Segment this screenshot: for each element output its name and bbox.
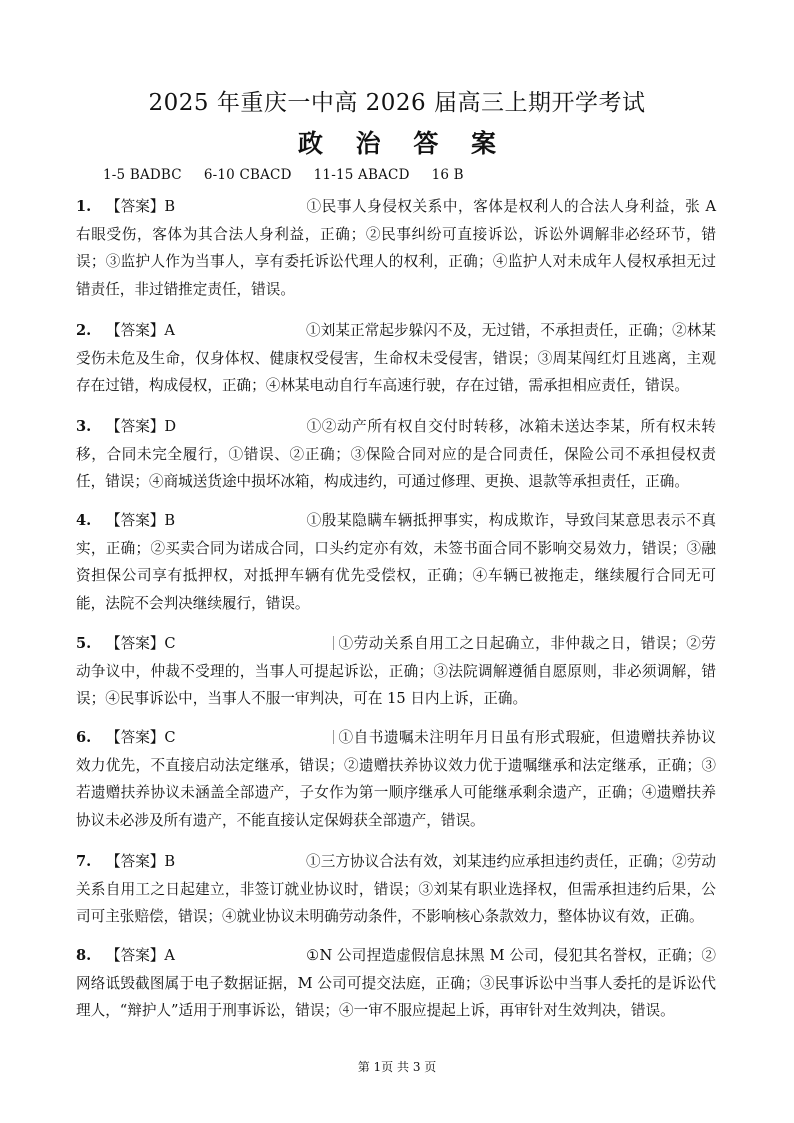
question-explanation: ①刘某正常起步躲闪不及，无过错，不承担责任，正确；②林某受伤未危及生命，仅身体权、健康权受侵害，生命权未受侵害，错误；③周某闯红灯且逃离，主观存在过错，构成侵权，正确；④林某电动自行车高速行驶，存在过错，需承担相应责任，错误。 — [76, 322, 716, 395]
summary-group: 1-5 BADBC — [103, 167, 182, 183]
page-title: 2025 年重庆一中高 2026 届高三上期开学考试 — [148, 90, 646, 116]
question-item — [76, 317, 716, 400]
question-answer: 【答案】D — [106, 418, 177, 435]
question-number: 4. — [76, 512, 92, 529]
question-answer: 【答案】A — [106, 322, 175, 339]
question-number: 5. — [76, 635, 92, 652]
question-item — [76, 507, 716, 617]
cursor-mark — [333, 636, 334, 650]
question-answer: 【答案】C — [106, 635, 176, 652]
question-explanation: ①殷某隐瞒车辆抵押事实，构成欺诈，导致闫某意思表示不真实，正确；②买卖合同为诺成合同，口头约定亦有效，未签书面合同不影响交易效力，错误；③融资担保公司享有抵押权，对抵押车辆有优先受偿权，正确；④车辆已被拖走，继续履行合同无可能，法院不会判决继续履行，错误。 — [76, 512, 716, 612]
question-explanation: ①N 公司捏造虚假信息抹黑 M 公司，侵犯其名誉权，正确；②网络诋毁截图属于电子数据证据，M 公司可提交法庭，正确；③民事诉讼中当事人委托的是诉讼代理人，“辩护人”适用于刑事诉讼，错误；④一审不服应提起上诉，再审针对生效判决，错误。 — [76, 947, 716, 1020]
question-item — [76, 848, 716, 931]
question-item — [76, 630, 716, 713]
question-number: 6. — [76, 729, 92, 746]
page-footer: 第 1页 共 3 页 — [357, 1060, 437, 1074]
question-number: 1. — [76, 198, 92, 215]
answer-summary — [103, 167, 486, 183]
question-answer: 【答案】C — [106, 729, 176, 746]
question-answer: 【答案】B — [106, 512, 176, 529]
question-explanation: ①②动产所有权自交付时转移，冰箱未送达李某，所有权未转移，合同未完全履行，①错误、②正确；③保险合同对应的是合同责任，保险公司不承担侵权责任，错误；④商城送货途中损坏冰箱，构成违约，可通过修理、更换、退款等承担责任，正确。 — [76, 418, 716, 491]
question-explanation: ①劳动关系自用工之日起确立，非仲裁之日，错误；②劳动争议中，仲裁不受理的，当事人可提起诉讼，正确；③法院调解遵循自愿原则，非必须调解，错误；④民事诉讼中，当事人不服一审判决，可在 15 日内上诉，正确。 — [76, 635, 716, 708]
question-answer: 【答案】B — [106, 198, 176, 215]
question-number: 7. — [76, 853, 92, 870]
question-number: 3. — [76, 418, 92, 435]
summary-group: 16 B — [431, 167, 464, 183]
page-subtitle: 政 治 答 案 — [297, 129, 509, 158]
cursor-mark — [333, 730, 334, 744]
question-number: 2. — [76, 322, 92, 339]
question-item — [76, 413, 716, 496]
question-explanation: ①民事人身侵权关系中，客体是权利人的合法人身利益，张 A 右眼受伤，客体为其合法人身利益，正确；②民事纠纷可直接诉讼，诉讼外调解非必经环节，错误；③监护人作为当事人，享有委托诉讼代理人的权利，正确；④监护人对未成年人侵权承担无过错责任，非过错推定责任，错误。 — [76, 198, 716, 298]
question-item — [76, 942, 716, 1025]
summary-group: 11-15 ABACD — [313, 167, 410, 183]
question-number: 8. — [76, 947, 92, 964]
question-explanation: ①自书遗嘱未注明年月日虽有形式瑕疵，但遗赠扶养协议效力优先，不直接启动法定继承，错误；②遗赠扶养协议效力优于遗嘱继承和法定继承，正确；③若遗赠扶养协议未涵盖全部遗产，子女作为第一顺序继承人可能继承剩余遗产，正确；④遗赠扶养协议未必涉及所有遗产，不能直接认定保姆获全部遗产，错误。 — [76, 729, 716, 829]
question-item — [76, 193, 716, 303]
question-answer: 【答案】B — [106, 853, 176, 870]
question-item — [76, 724, 716, 834]
summary-group: 6-10 CBACD — [203, 167, 292, 183]
question-explanation: ①三方协议合法有效，刘某违约应承担违约责任，正确；②劳动关系自用工之日起建立，非签订就业协议时，错误；③刘某有职业选择权，但需承担违约后果，公司可主张赔偿，错误；④就业协议未明确劳动条件，不影响核心条款效力，整体协议有效，正确。 — [76, 853, 716, 926]
question-answer: 【答案】A — [106, 947, 175, 964]
